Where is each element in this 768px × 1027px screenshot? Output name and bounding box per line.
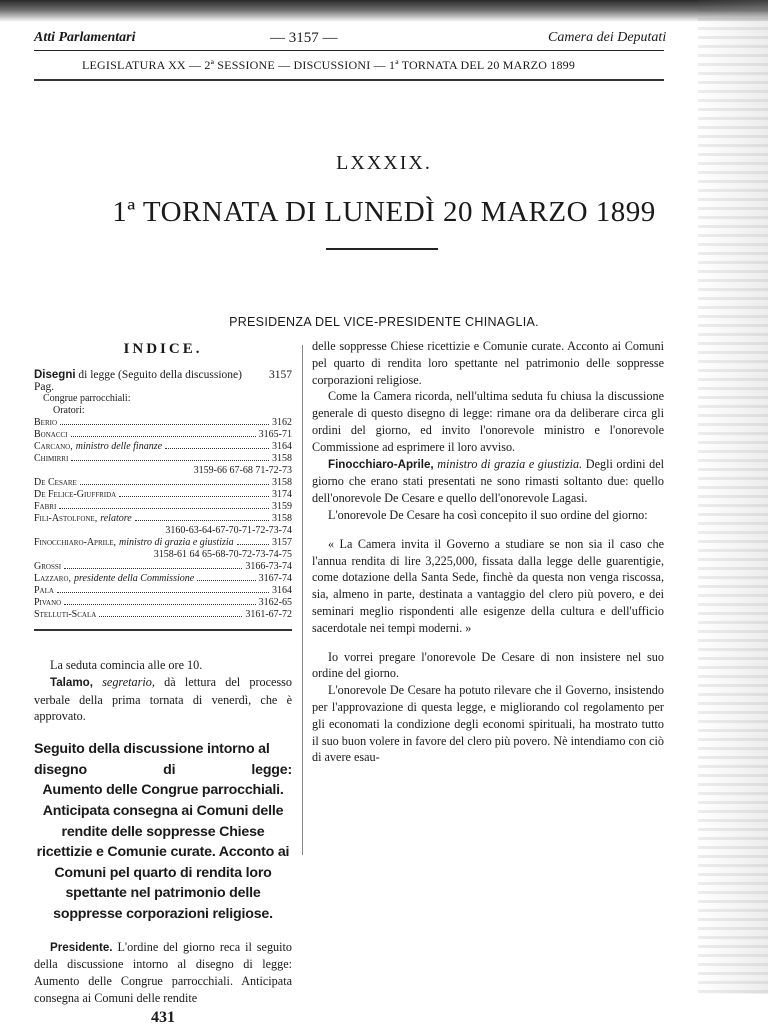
scan-edge-right [698,0,768,994]
index-speaker-name: De Cesare [34,477,77,488]
index-leader-dots [135,520,269,521]
index-heading: INDICE. [123,341,203,357]
right-paragraph-5: Io vorrei pregare l'onorevole De Cesare di non insistere nel suo ordine del giorno. [312,649,664,681]
index-leader-dots [64,568,242,569]
index-speaker-pages: 3167-74 [258,573,292,584]
index-topic: Disegni di legge (Seguito della discussione) Pag. 3157 [34,369,292,393]
right-column [312,338,664,766]
index-speaker-name: Bonacci [34,429,68,440]
index-speaker-pages: 3162-65 [258,597,292,608]
index-speaker-pages: 3174 [272,489,292,500]
index-speaker-row [34,429,292,441]
session-number: LXXXIX. [336,152,432,174]
index-speaker-pages: 3159 [272,501,292,512]
index-leader-dots [60,424,269,425]
index-speaker-name: Grossi [34,561,62,572]
header-rule-bottom [34,79,664,81]
index-speaker-role: presidente della Commissione [74,573,195,584]
index-speaker-row [34,501,292,513]
index-speaker-name: Berio [34,417,58,428]
presidency-line: PRESIDENZA DEL VICE-PRESIDENTE CHINAGLIA. [229,315,539,329]
index-subtopic: Congrue parrocchiali: [43,393,131,404]
right-paragraph-4: L'onorevole De Cesare ha così concepito il suo ordine del giorno: [328,507,648,522]
index-speaker-name: Stelluti-Scala [34,609,97,620]
index-speaker-pages: 3157 [272,537,292,548]
index-speaker-name: Lazzaro, [34,573,71,584]
right-paragraph-6: L'onorevole De Cesare ha potuto rilevare che il Governo, insistendo per l'approvazione di questa legge, e migliorando col regolamento per gli economati la condizione degli economi spirituali, ha mostrato tutto il suo buon volere in favore del clero più povero. Nè intendiamo con ciò di avere esau- [312,683,664,765]
index-speaker-pages: 3166-73-74 [245,561,292,572]
index-speaker-row [34,609,292,621]
index-speaker-name: Fili-Astolfone, [34,513,98,524]
index-speaker-pages: 3165-71 [258,429,292,440]
index-speaker-pages: 3164 [272,585,292,596]
page-title: 1ª TORNATA DI LUNEDÌ 20 MARZO 1899 [112,196,656,228]
index-leader-dots [57,592,269,593]
index-speaker-name: Carcano, [34,441,73,452]
index-speaker-name: Chimirri [34,453,69,464]
index-leader-dots [119,496,269,497]
index-speaker-pages: 3158 [272,513,292,524]
header-right: Camera dei Deputati [548,30,667,45]
index-list [34,369,292,631]
index-speaker-role: ministro di grazia e giustizia [119,537,234,548]
section-heading: Seguito della discussione intorno al disegno di legge: Aumento delle Congrue parrocchiali. Anticipata consegna ai Comuni delle rendite delle soppresse Chiese ricettizie e Comunie curate. Acconto ai Comuni pel quarto di rendita loro spettante nel patrimonio delle soppresse corporazioni religiose. [34,741,292,922]
index-speaker-row [34,417,292,429]
scan-edge-top [0,0,768,22]
index-speaker-name: De Felice-Giuffrida [34,489,117,500]
index-leader-dots [99,616,242,617]
index-speaker-name: Finocchiaro-Aprile, [34,537,117,548]
header-left: Atti Parlamentari [34,30,136,45]
header-rule [34,50,664,51]
title-rule [326,248,438,250]
index-leader-dots [71,460,269,461]
index-speaker-name: Pivano [34,597,62,608]
index-speakers [34,417,292,621]
header-subtitle: LEGISLATURA XX — 2ª SESSIONE — DISCUSSIONI — 1ª TORNATA DEL 20 MARZO 1899 [82,58,576,72]
minutes-paragraph: Talamo, segretario, dà lettura del processo verbale della prima tornata di venerdì, che è approvato. [34,674,292,724]
order-of-day-quote: « La Camera invita il Governo a studiare se non sia il caso che l'annua rendita di lire 3,225,000, fissata dalla legge delle guarentigie, come dotazione della Santa Sede, finchè da questa non venga riscossa, sia, almeno in parte, destinata a vantaggio del clero più povero, e dei seminari meglio rispondenti alle esigenze della cultura e dell'ufficio sacerdotale nei tempi moderni. » [312,536,664,635]
index-speaker-row [34,477,292,489]
president-paragraph: Presidente. L'ordine del giorno reca il seguito della discussione intorno al disegno di legge: Aumento delle Congrue parrocchiali. Anticipata consegna ai Comuni delle rendite [34,939,293,1005]
index-speakers-label: Oratori: [53,405,85,416]
right-paragraph-1: delle soppresse Chiese ricettizie e Comunie curate. Acconto ai Comuni pel quarto di rendita loro spettante nel patrimonio delle soppresse corporazioni religiose. [312,339,664,387]
index-speaker-row [34,441,292,453]
index-speaker-pages: 3164 [272,441,292,452]
index-leader-dots [71,436,256,437]
index-leader-dots [80,484,269,485]
header-page-number: — 3157 — [270,30,338,46]
index-topic-text: Disegni di legge (Seguito della discussione) Pag. [34,369,242,393]
bottom-page-number: 431 [151,1008,175,1026]
index-speaker-row [34,453,292,465]
index-speaker-row [34,561,292,573]
index-speaker-pages: 3162 [272,417,292,428]
index-leader-dots [165,448,269,449]
index-leader-dots [237,544,269,545]
index-speaker-row [34,489,292,501]
index-speaker-pages-continued: 3158-61 64 65-68-70-72-73-74-75 [153,549,292,560]
index-speaker-role: relatore [100,513,132,524]
index-leader-dots [197,580,255,581]
index-speaker-row [34,585,292,597]
right-paragraph-2: Come la Camera ricorda, nell'ultima seduta fu chiusa la discussione generale di questo disegno di legge: rimane ora da deliberare circa gli ordini del giorno, ed invito l'onorevole ministro e l'onorevole Commissione ad esprimere il loro avviso. [312,389,664,454]
index-speaker-row [34,573,292,585]
index-speaker-pages-continued: 3160-63-64-67-70-71-72-73-74 [165,525,292,536]
index-speaker-pages: 3158 [272,477,292,488]
index-speaker-name: Pala [34,585,54,596]
minister-paragraph: Finocchiaro-Aprile, ministro di grazia e giustizia. Degli ordini del giorno che erano stati presentati ne sono rimasti soltanto due: quello dell'onorevole De Cesare e quello dell'onorevole Lagasi. [312,456,665,506]
index-speaker-name: Fabri [34,501,57,512]
index-speaker-pages-continued: 3159-66 67-68 71-72-73 [193,465,292,476]
index-speaker-row [34,597,292,609]
session-opening: La seduta comincia alle ore 10. [50,658,203,672]
left-column [34,338,292,1027]
index-speaker-row [34,537,292,549]
index-speaker-role: ministro delle finanze [75,441,163,452]
column-divider [302,345,303,855]
index-leader-dots [64,604,255,605]
index-leader-dots [59,508,269,509]
index-speaker-row [34,513,292,525]
index-speaker-pages: 3161-67-72 [245,609,292,620]
index-speaker-pages: 3158 [272,453,292,464]
